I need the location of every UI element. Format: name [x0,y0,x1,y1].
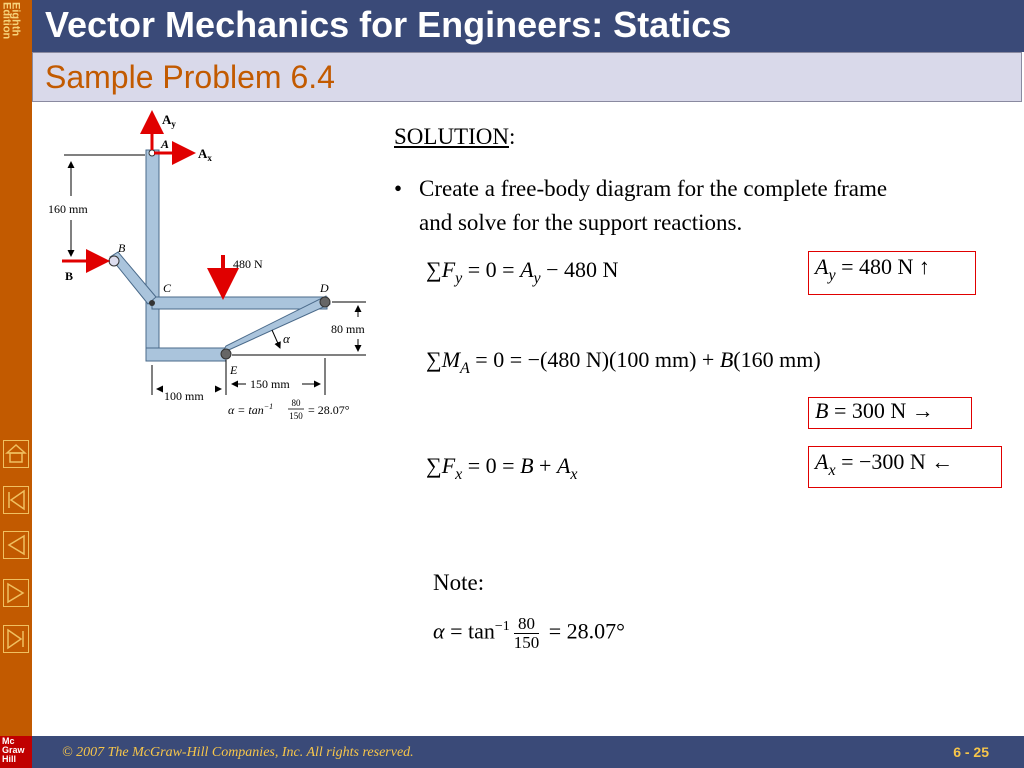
svg-text:= 28.07°: = 28.07° [308,403,350,417]
member-ace [146,150,159,360]
member-cd [152,297,327,309]
svg-text:100 mm: 100 mm [164,389,204,403]
last-slide-icon[interactable] [3,625,29,653]
equation-sum-ma: $\sum M_A = 0 = -(480$ N)(100 mm) + B(160 mm) [426,347,821,377]
title-bar [32,0,1024,52]
svg-text:Ax: $A_x$ [198,146,212,163]
svg-text:α = tan−1: $\alpha = \tan^{-1}$ [228,402,274,417]
note-alpha-equation: $\alpha = \tan^{-1}$ $\frac{80}{150}$ = 28.07° [433,614,625,652]
bullet-text-line2: and solve for the support reactions. [419,210,743,235]
edition-line2: Edition [0,2,13,40]
svg-text:α: α [283,331,290,346]
edition-line1: Eighth [9,2,22,37]
answer-b: B = 300 N → [808,397,972,429]
sidebar [0,0,32,768]
svg-text:80: 80 [291,398,301,408]
svg-text:150 mm: 150 mm [250,377,290,391]
first-slide-icon[interactable] [3,486,29,514]
next-slide-icon[interactable] [3,579,29,607]
svg-text:160 mm: 160 mm [48,202,88,216]
home-icon[interactable] [3,440,29,468]
svg-text:D: D [320,281,329,295]
slide-subtitle: Sample Problem 6.4 [45,59,335,95]
svg-text:Ay: $A_y$ [162,112,176,129]
footer-bar [32,736,1024,768]
svg-text:150: 150 [289,411,303,421]
member-bottom [146,348,226,361]
note-label: Note: [433,570,485,595]
equation-sum-fy: $\sum F_y = 0 = A_y - 480$ N [426,257,619,287]
frame-free-body-diagram [40,110,370,430]
publisher-logo: Mc Graw Hill [0,736,32,768]
svg-text:B: B [65,269,74,283]
answer-ax: $A_x = -300$ N ← [808,446,1002,488]
copyright-text: © 2007 The McGraw-Hill Companies, Inc. All rights reserved. [62,745,414,760]
svg-text:A: A [161,137,170,151]
edition-label [0,2,32,62]
svg-text:80 mm: 80 mm [331,322,365,336]
answer-ay: $A_y = 480$ N ↑ [808,251,976,295]
svg-text:C: C [163,281,172,295]
page-number: 6 - 25 [953,744,989,760]
svg-text:B: B [118,241,126,255]
bullet-text-line1: Create a free-body diagram for the complete frame [419,176,888,201]
bullet-point: • [394,176,403,201]
svg-text:E: E [230,363,238,377]
subtitle-bar [32,52,1022,102]
equation-sum-fx: $\sum F_x = 0 = B + A_x$ [426,453,578,483]
solution-heading: SOLUTION: [394,124,516,149]
slide-title: Vector Mechanics for Engineers: Statics [45,4,732,45]
svg-text:480 N: 480 N [233,257,263,271]
previous-slide-icon[interactable] [3,531,29,559]
